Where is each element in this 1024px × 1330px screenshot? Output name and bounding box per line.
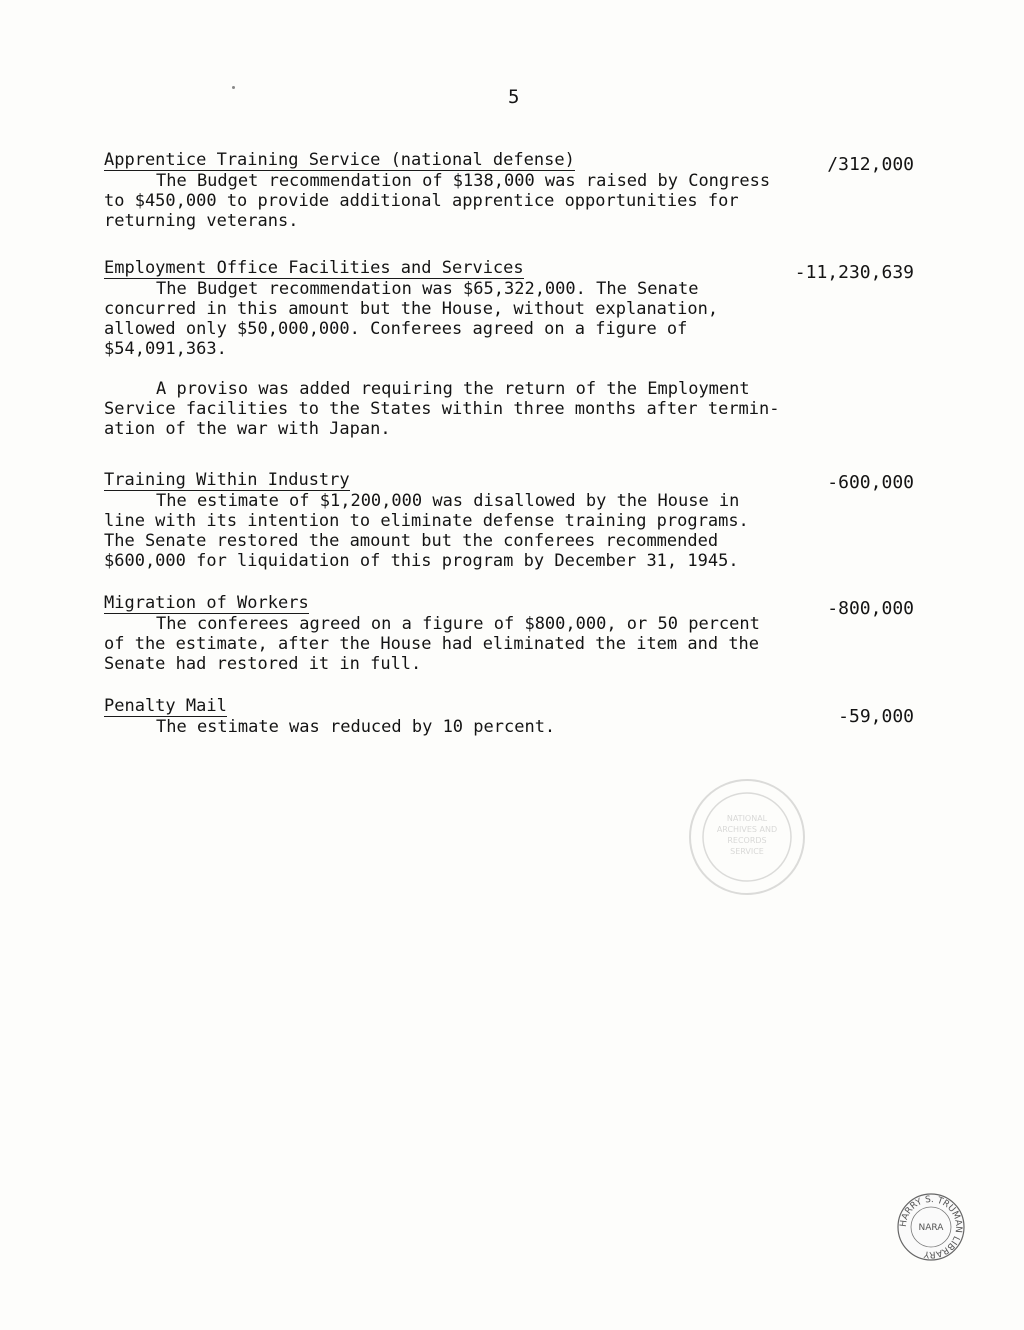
stamp-line: NATIONAL [726,814,768,823]
paragraph: The Budget recommendation of $138,000 was raised by Congress to $450,000 to provide additional apprentice opportunities for returning veterans. [104,171,771,231]
section-body [104,279,804,439]
section-title: Migration of Workers [104,593,309,613]
section-employment-office [104,258,804,439]
svg-text:NARA: NARA [918,1223,944,1233]
section-title: Employment Office Facilities and Services [104,258,524,278]
amount-training-within-industry: -600,000 [827,472,914,493]
section-title: Training Within Industry [104,470,350,490]
declassification-stamp [686,776,808,898]
section-migration-of-workers [104,593,804,674]
page-number: 5 [508,86,520,108]
paragraph: The estimate of $1,200,000 was disallowed by the House in line with its intention to eliminate defense training programs. The Senate restored the amount but the conferees recommended $600,000 for liquidation of this program by December 31, 1945. [104,491,749,571]
section-body [104,614,804,674]
amount-penalty-mail: -59,000 [838,706,914,727]
paragraph: The conferees agreed on a figure of $800,000, or 50 percent of the estimate, after the House had eliminated the item and the Senate had restored it in full. [104,614,760,674]
section-title: Penalty Mail [104,696,227,716]
amount-employment-office: -11,230,639 [794,262,914,283]
svg-text:HARRY S. TRUMAN LIBRARY: HARRY S. TRUMAN LIBRARY [898,1194,964,1260]
truman-library-seal [896,1192,966,1262]
section-penalty-mail [104,696,804,737]
stamp-line: ARCHIVES AND [716,825,778,834]
paragraph: The estimate was reduced by 10 percent. [156,717,556,737]
section-body [104,491,804,571]
section-apprentice-training [104,150,804,231]
paragraph: A proviso was added requiring the return of the Employment Service facilities to the States within three months after termin- ation of the war with Japan. [104,379,780,439]
section-body [104,717,804,737]
amount-apprentice-training: /312,000 [827,154,914,175]
paragraph: The Budget recommendation was $65,322,000. The Senate concurred in this amount but the House, without explanation, allowed only $50,000,000. Conferees agreed on a figure of $54,091,363. [104,279,719,359]
section-body [104,171,804,231]
stamp-line: SERVICE [730,847,764,856]
section-title: Apprentice Training Service (national defense) [104,150,575,170]
stamp-line: RECORDS [727,836,767,845]
paper-speck [232,86,235,89]
section-training-within-industry [104,470,804,571]
amount-migration-of-workers: -800,000 [827,598,914,619]
